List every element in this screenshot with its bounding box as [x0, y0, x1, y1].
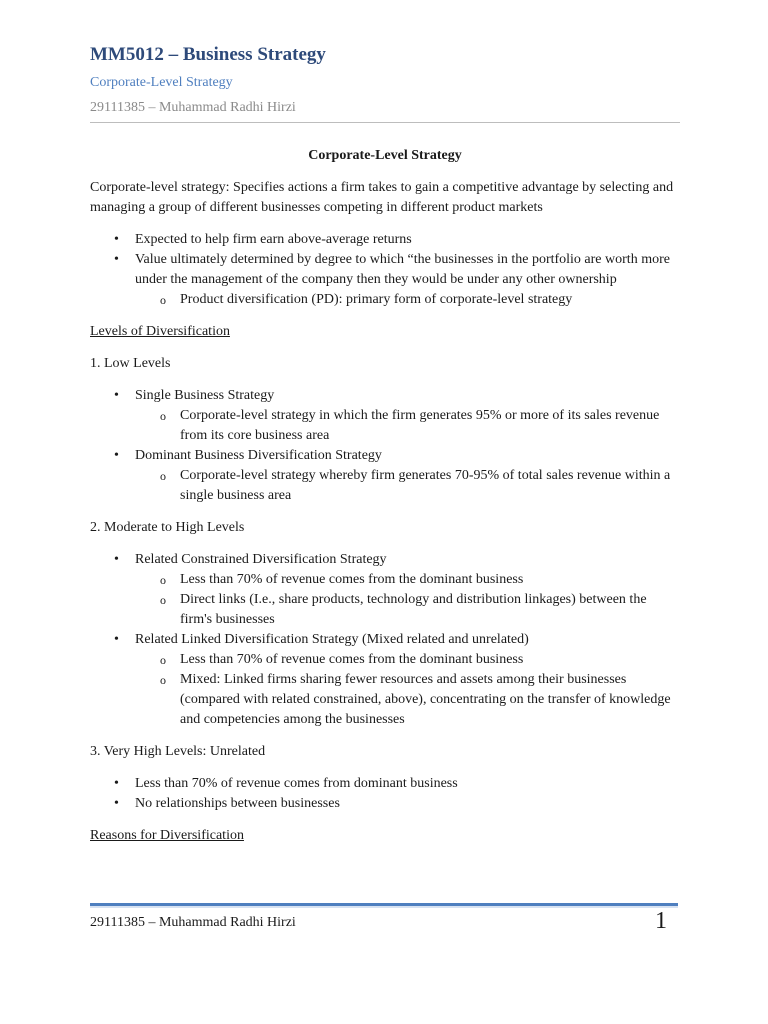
- circle-bullet-icon: o: [160, 593, 166, 607]
- list-item: • Dominant Business Diversification Strategy: [90, 446, 680, 466]
- levels-heading: Levels of Diversification: [90, 324, 230, 339]
- circle-bullet-icon: o: [160, 409, 166, 423]
- document-author: 29111385 – Muhammad Radhi Hirzi: [90, 100, 296, 115]
- list-item: • No relationships between businesses: [90, 794, 680, 814]
- circle-bullet-icon: o: [160, 293, 166, 307]
- bullet-icon: •: [114, 796, 119, 811]
- high-levels-label: 3. Very High Levels: Unrelated: [90, 744, 266, 759]
- moderate-levels-list: [90, 550, 680, 730]
- document-body: [90, 146, 680, 858]
- intro-paragraph: Corporate-level strategy: Specifies actions a firm takes to gain a competitive advantage by selecting and managing a group of different businesses competing in different product markets: [90, 180, 674, 215]
- low-levels-label: 1. Low Levels: [90, 356, 171, 371]
- sub-list-item: o Product diversification (PD): primary form of corporate-level strategy: [90, 290, 680, 310]
- bullet-icon: •: [114, 632, 119, 647]
- footer-divider: [90, 903, 678, 906]
- sub-list-item: o Less than 70% of revenue comes from the dominant business: [90, 650, 680, 670]
- circle-bullet-icon: o: [160, 573, 166, 587]
- list-item: • Related Constrained Diversification Strategy: [90, 550, 680, 570]
- document-subtitle: Corporate-Level Strategy: [90, 75, 233, 90]
- page-number: 1: [655, 908, 667, 934]
- reasons-heading: Reasons for Diversification: [90, 828, 244, 843]
- bullet-icon: •: [114, 388, 119, 403]
- bullet-icon: •: [114, 232, 119, 247]
- document-title: MM5012 – Business Strategy: [90, 44, 326, 65]
- list-item: • Related Linked Diversification Strategy (Mixed related and unrelated): [90, 630, 680, 650]
- list-item: • Less than 70% of revenue comes from dominant business: [90, 774, 680, 794]
- bullet-icon: •: [114, 252, 119, 267]
- list-item: • Expected to help firm earn above-average returns: [90, 230, 680, 250]
- section-heading: Corporate-Level Strategy: [308, 148, 462, 163]
- bullet-icon: •: [114, 776, 119, 791]
- list-item: • Single Business Strategy: [90, 386, 680, 406]
- circle-bullet-icon: o: [160, 673, 166, 687]
- moderate-levels-label: 2. Moderate to High Levels: [90, 520, 245, 535]
- intro-list: [90, 230, 680, 310]
- sub-list-item: o Less than 70% of revenue comes from the dominant business: [90, 570, 680, 590]
- circle-bullet-icon: o: [160, 653, 166, 667]
- sub-list-item: o Direct links (I.e., share products, technology and distribution linkages) between the firm's businesses: [160, 592, 647, 627]
- header-divider: [90, 122, 680, 123]
- high-levels-list: [90, 774, 680, 814]
- bullet-icon: •: [114, 552, 119, 567]
- sub-list-item: o Corporate-level strategy in which the firm generates 95% or more of its sales revenue from its core business area: [160, 408, 660, 443]
- sub-list-item: o Corporate-level strategy whereby firm generates 70-95% of total sales revenue within a single business area: [160, 468, 671, 503]
- circle-bullet-icon: o: [160, 469, 166, 483]
- low-levels-list: [90, 386, 680, 506]
- sub-list-item: o Mixed: Linked firms sharing fewer resources and assets among their businesses (compared with related constrained, above), concentrating on the transfer of knowledge and competencies among the businesses: [160, 672, 671, 727]
- list-item: • Value ultimately determined by degree to which “the businesses in the portfolio are worth more under the management of the company then they would be under any other ownership: [114, 252, 670, 287]
- footer-author: 29111385 – Muhammad Radhi Hirzi: [90, 915, 296, 930]
- bullet-icon: •: [114, 448, 119, 463]
